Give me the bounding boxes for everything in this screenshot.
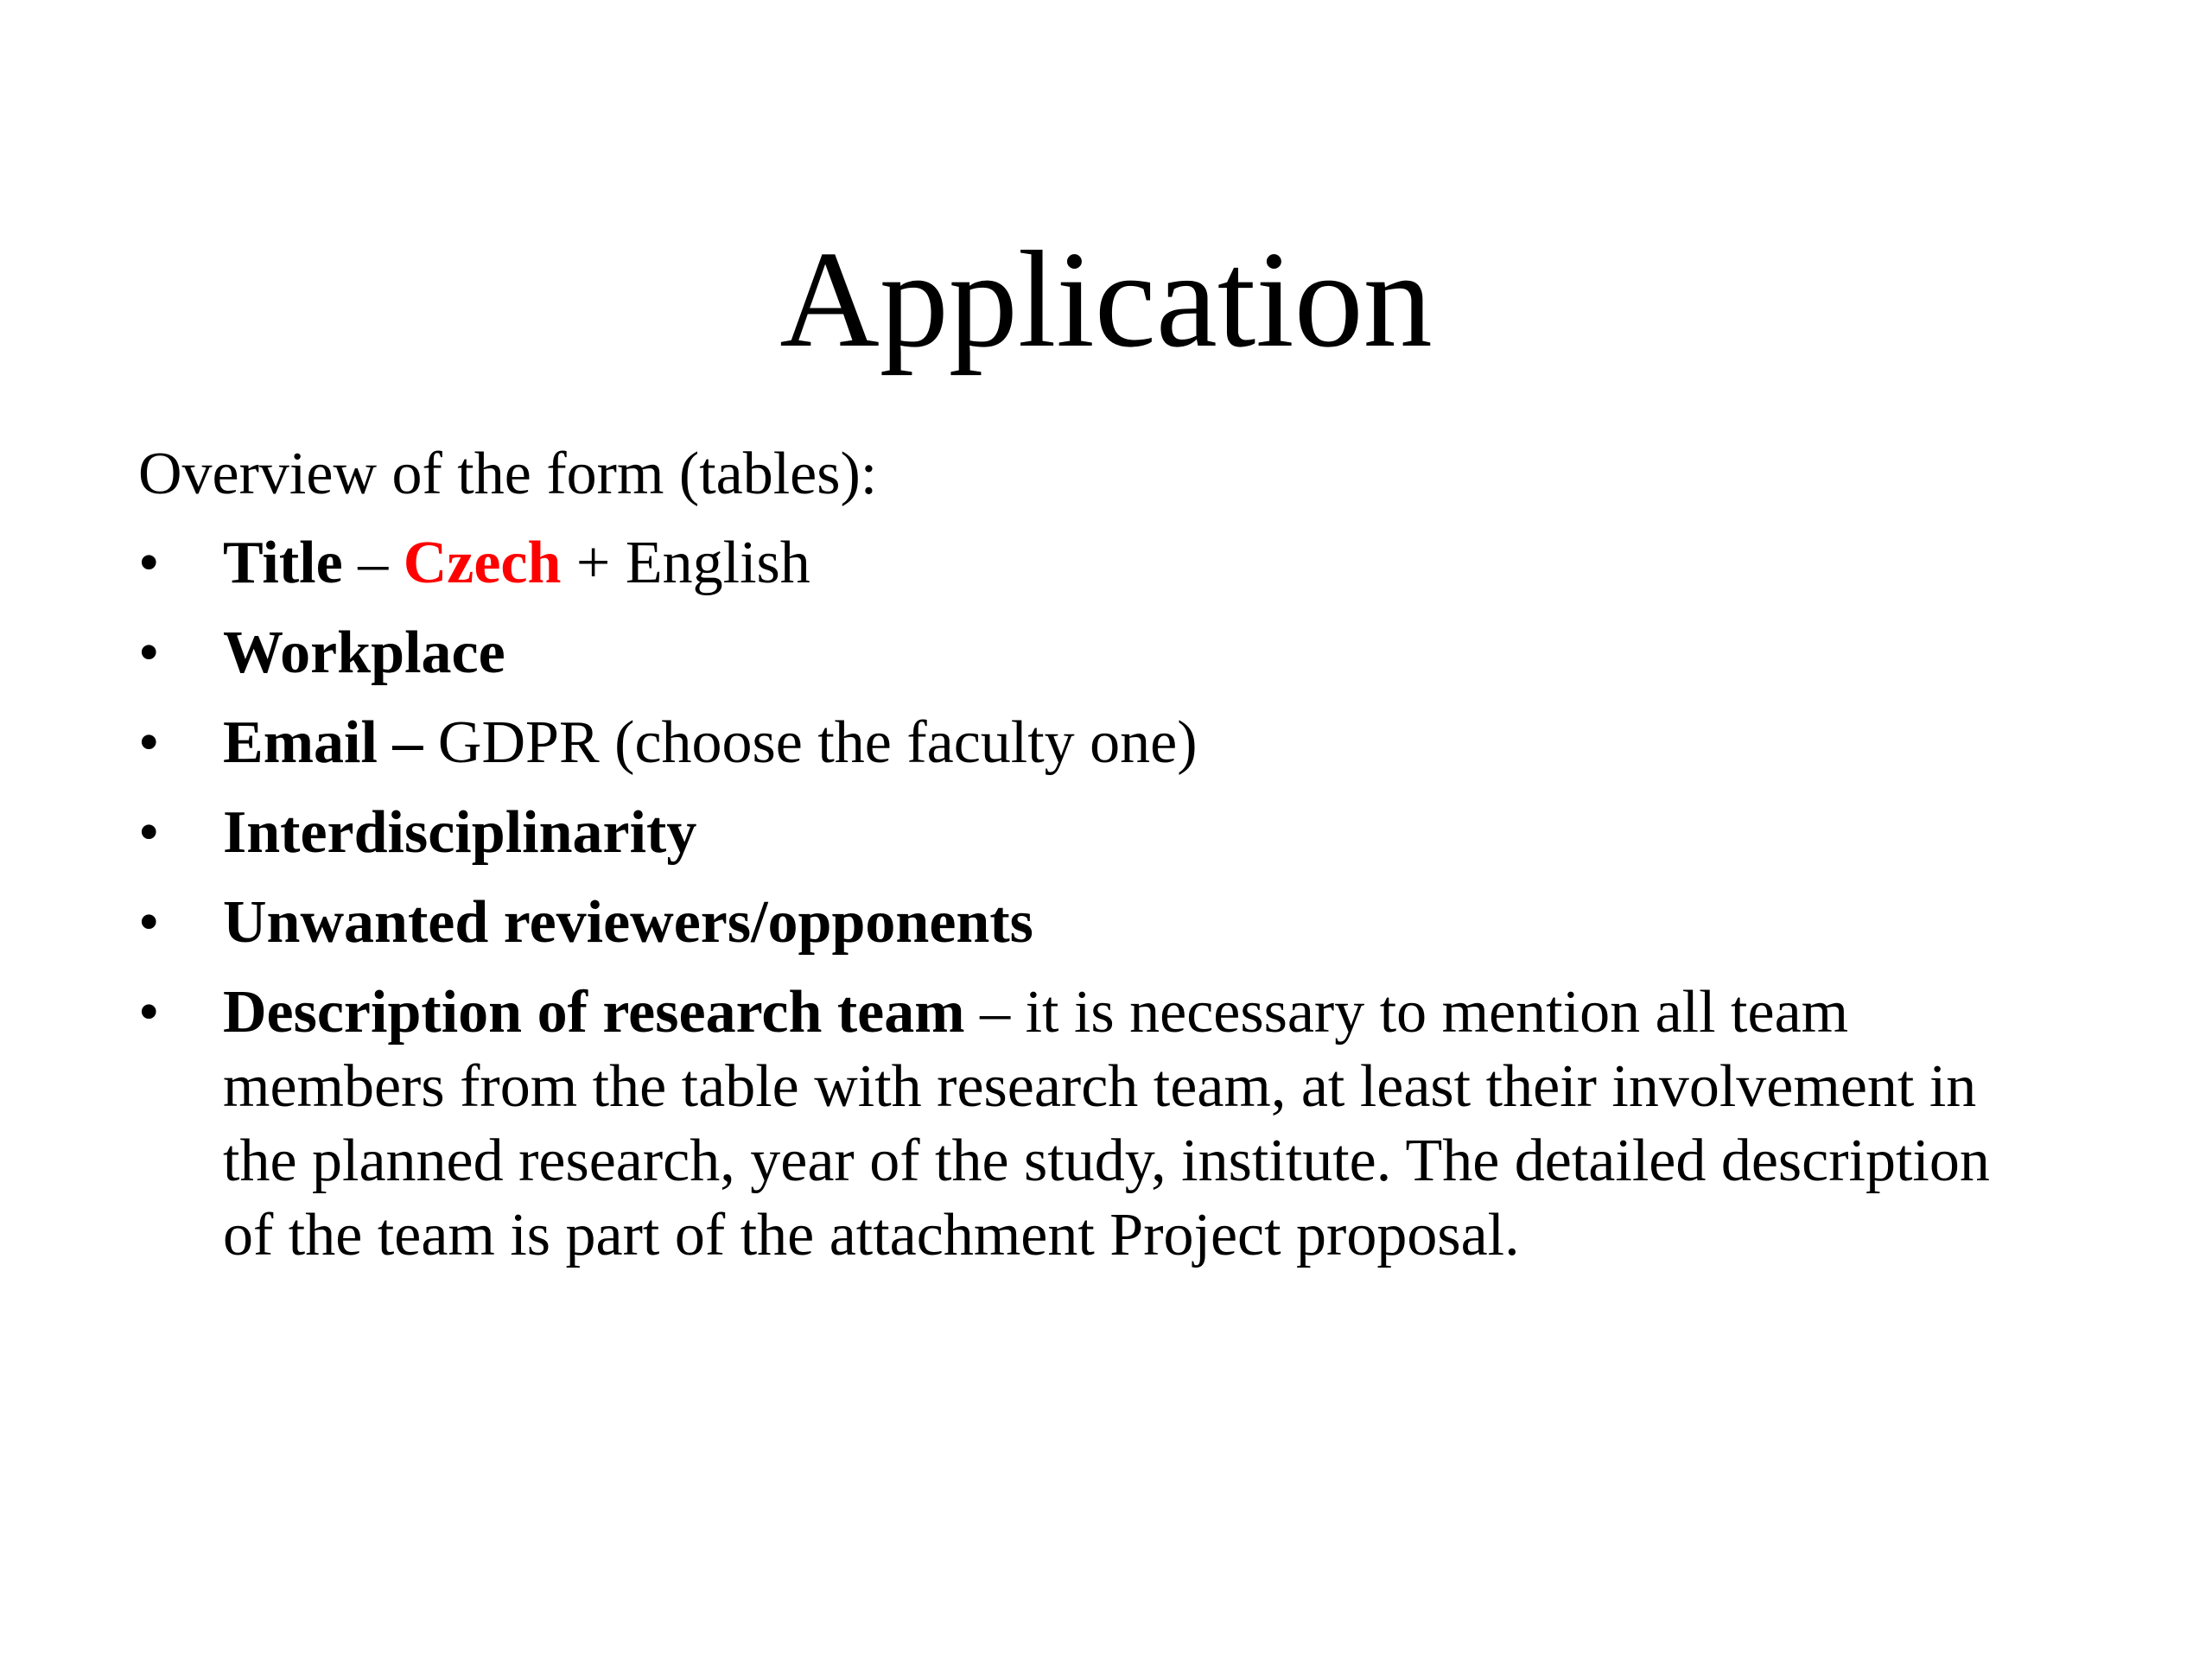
item-label: Description of research team [223,979,965,1046]
item-separator: – [342,530,404,596]
list-item-title [138,526,1996,601]
bullet-list [138,526,1996,1273]
slide-title: Application [779,222,1433,376]
item-text: – it is necessary to mention all team members from the table with research team, at least their involvement in the planned research, year of the study, institute. The detailed description of the team is part of the attachment Project proposal. [223,979,1990,1268]
list-item-workplace [138,616,1996,690]
item-text: + English [561,530,810,596]
bullet-icon: • [138,979,160,1046]
item-label: Workplace [223,620,505,686]
list-item-unwanted-reviewers [138,886,1996,960]
highlight-czech: Czech [403,530,562,596]
bullet-icon: • [138,530,160,596]
list-item-interdisciplinarity [138,796,1996,870]
item-label: Title [223,530,343,596]
slide-body [138,438,1996,1288]
list-item-research-team [138,976,1996,1273]
item-label: Interdisciplinarity [223,799,697,866]
bullet-icon: • [138,620,160,686]
intro-text: Overview of the form (tables): [138,441,878,507]
bullet-icon: • [138,709,160,776]
item-text: GDPR (choose the faculty one) [423,709,1198,776]
list-item-email [138,706,1996,780]
bullet-icon: • [138,889,160,956]
item-label: Email – [223,709,423,776]
item-label: Unwanted reviewers/opponents [223,889,1033,956]
bullet-icon: • [138,799,160,866]
